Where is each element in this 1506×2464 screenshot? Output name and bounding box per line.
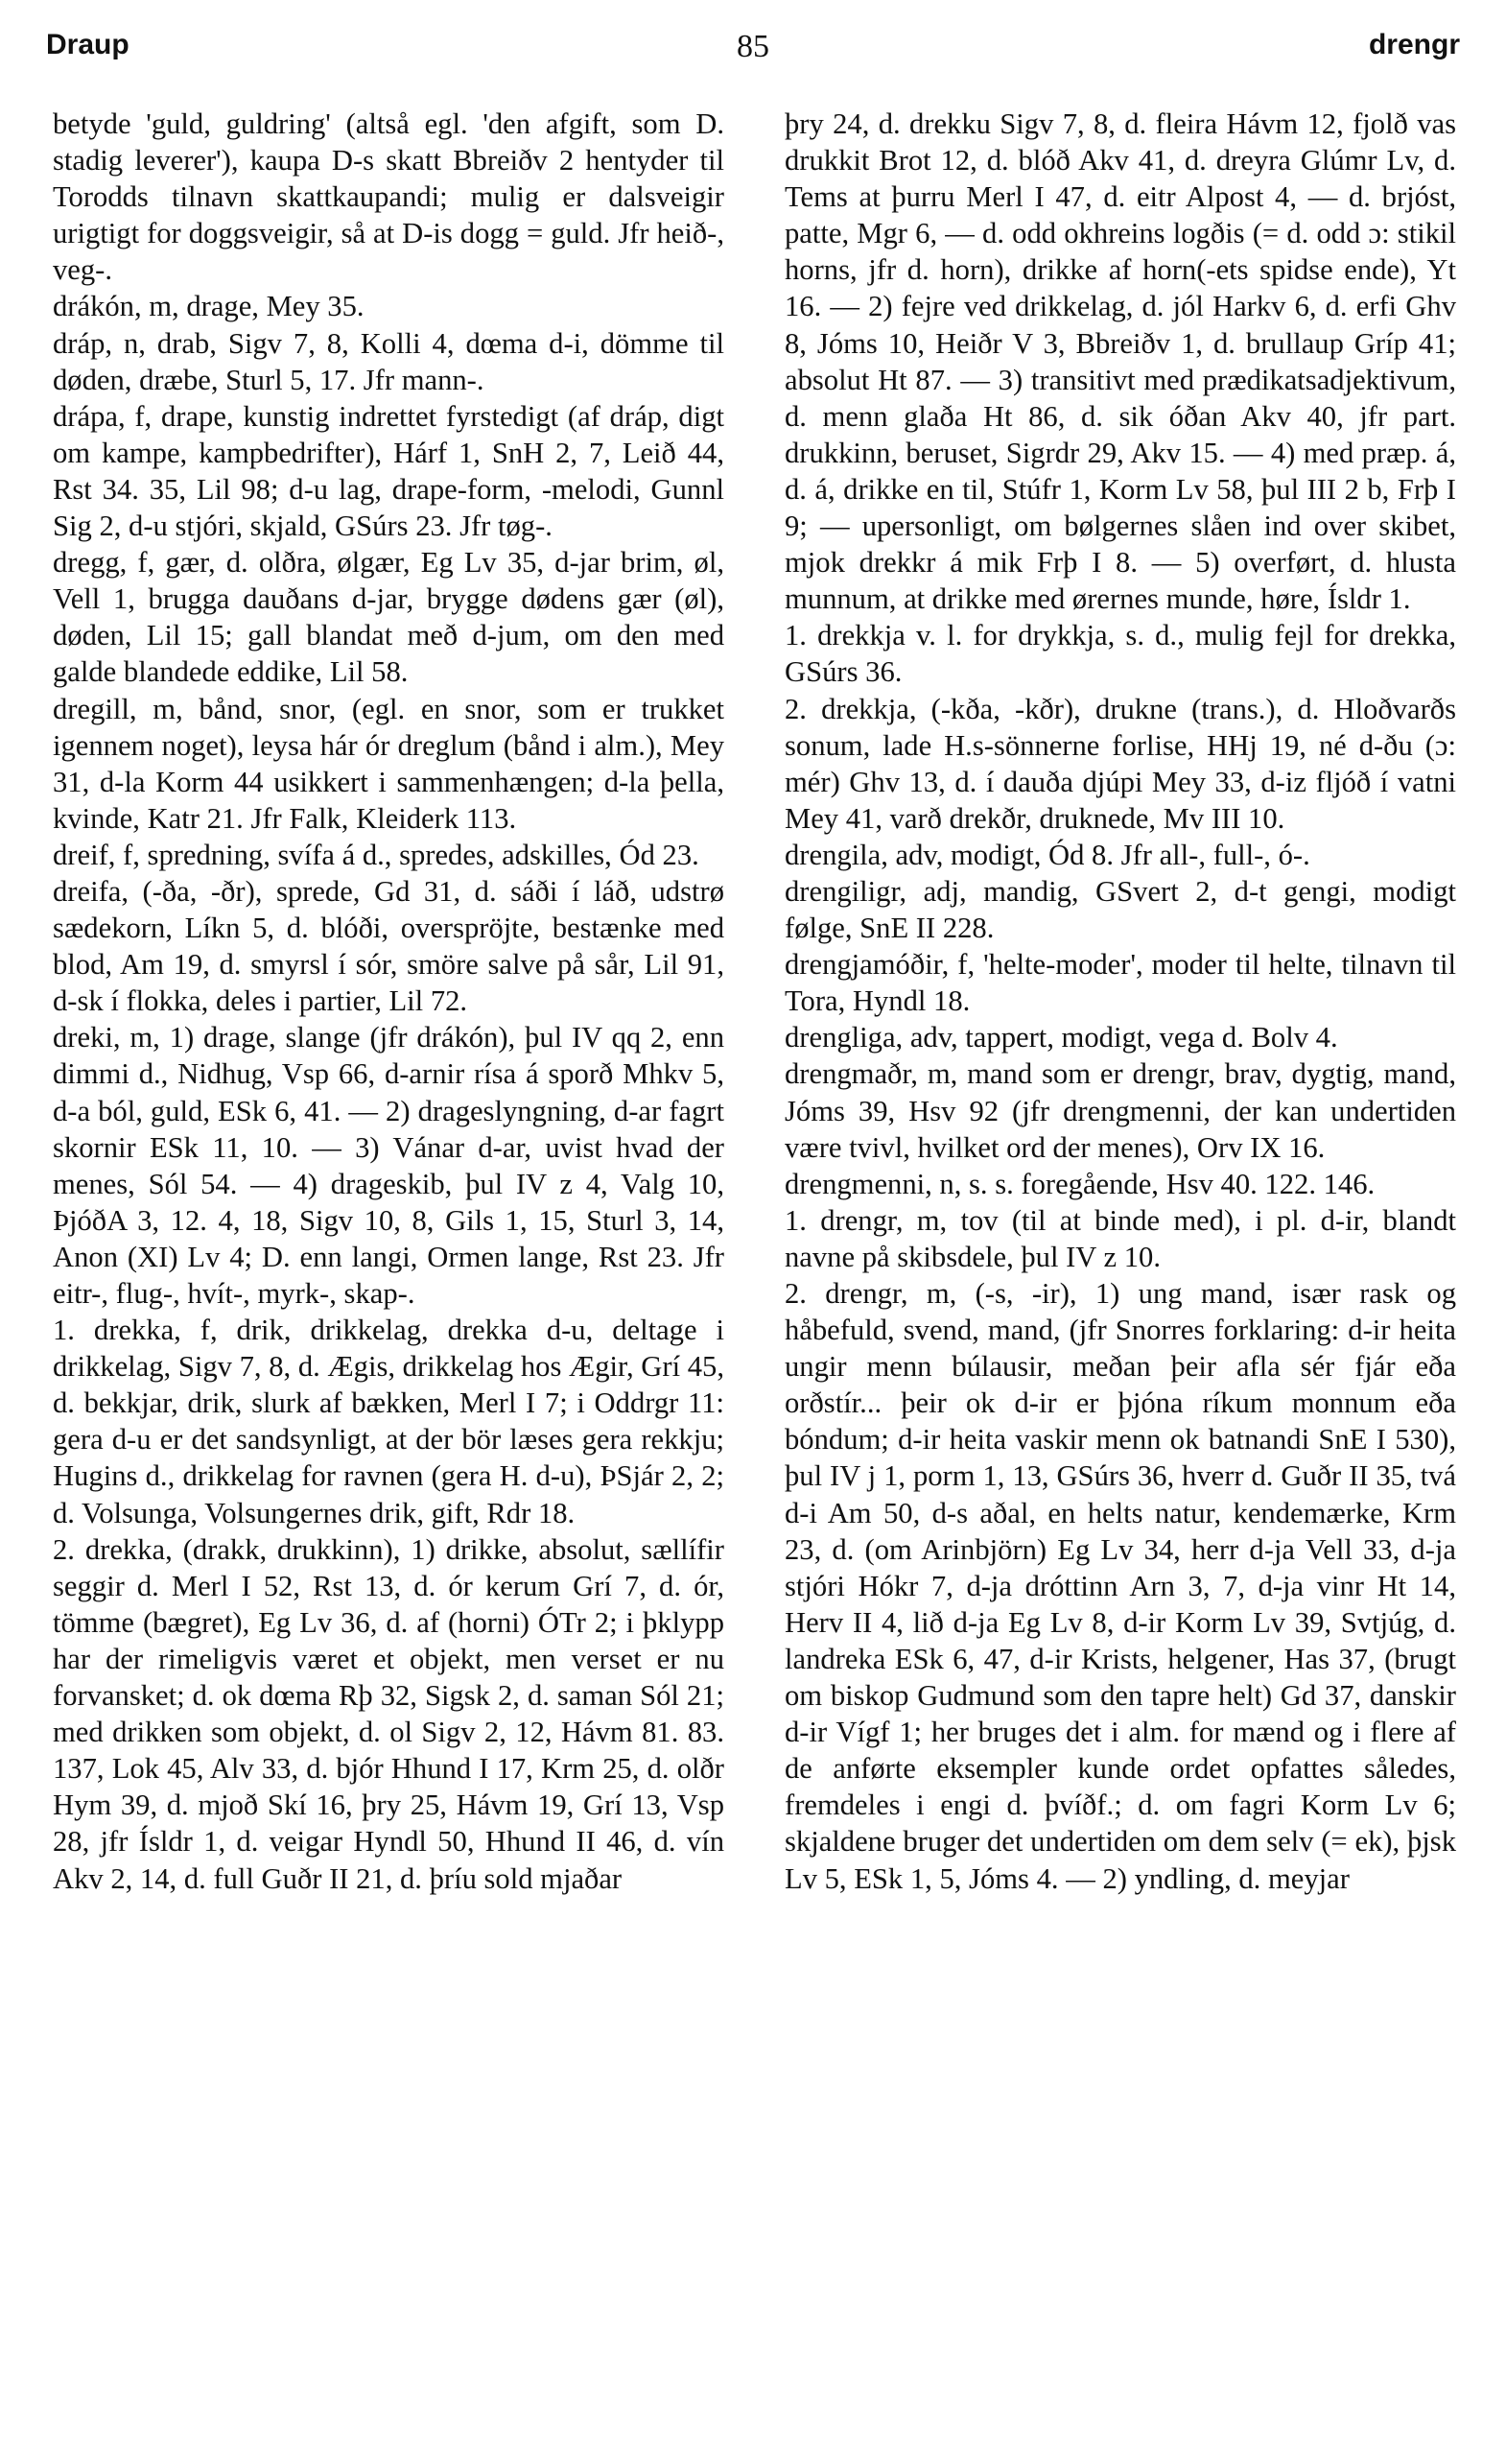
left-column bbox=[53, 106, 724, 1897]
dictionary-entry: dreifa, (-ða, -ðr), sprede, Gd 31, d. sáði í láð, udstrø sædekorn, Líkn 5, d. blóði, overspröjte, bestænke med blod, Am 19, d. smyrsl í sór, smöre salve på sår, Lil 91, d-sk í flokka, deles i partier, Lil 72. bbox=[53, 874, 724, 1018]
header-right-guideword: drengr bbox=[1368, 29, 1460, 60]
dictionary-entry: dreki, m, 1) drage, slange (jfr drákón), þul IV qq 2, enn dimmi d., Nidhug, Vsp 66, d-arnir rísa á sporð Mhkv 5, d-a ból, guld, ESk 6, 41. — 2) drageslyngning, d-ar fagrt skornir ESk 11, 10. — 3) Vánar d-ar, uvist hvad der menes, Sól 54. — 4) drageskib, þul IV z 4, Valg 10, ÞjóðA 3, 12. 4, 18, Sigv 10, 8, Gils 1, 15, Sturl 3, 14, Anon (XI) Lv 4; D. enn langi, Ormen lange, Rst 23. Jfr eitr-, flug-, hvít-, myrk-, skap-. bbox=[53, 1021, 724, 1310]
dictionary-entry: drengila, adv, modigt, Ód 8. Jfr all-, full-, ó-. bbox=[785, 838, 1310, 871]
page-number: 85 bbox=[737, 29, 769, 64]
dictionary-entry: dráp, n, drab, Sigv 7, 8, Kolli 4, dœma d-i, dömme til døden, dræbe, Sturl 5, 17. Jfr mann-. bbox=[53, 326, 724, 396]
dictionary-entry: 1. drengr, m, tov (til at binde med), i pl. d-ir, blandt navne på skibsdele, þul IV z 10. bbox=[785, 1203, 1456, 1273]
dictionary-entry: dregill, m, bånd, snor, (egl. en snor, som er trukket igennem noget), leysa hár ór dreglum (bånd i alm.), Mey 31, d-la Korm 44 usikkert i sammenhængen; d-la þella, kvinde, Katr 21. Jfr Falk, Kleiderk 113. bbox=[53, 692, 724, 835]
dictionary-entry: dreif, f, spredning, svífa á d., spredes, adskilles, Ód 23. bbox=[53, 838, 699, 871]
dictionary-entry: betyde 'guld, guldring' (altså egl. 'den afgift, som D. stadig leverer'), kaupa D-s skatt Bbreiðv 2 hentyder til Torodds tilnavn skattkaupandi; mulig er dalsveigir urigtigt for doggsveigir, så at D-is dogg = guld. Jfr heið-, veg-. bbox=[53, 107, 724, 287]
dictionary-entry: drápa, f, drape, kunstig indrettet fyrstedigt (af dráp, digt om kampe, kampbedrifter), Hárf 1, SnH 2, 7, Leið 44, Rst 34. 35, Lil 98; d-u lag, drape-form, -melodi, Gunnl Sig 2, d-u stjóri, skjald, GSúrs 23. Jfr tøg-. bbox=[53, 399, 724, 543]
header-left-guideword: Draup bbox=[46, 29, 129, 60]
right-column bbox=[785, 106, 1456, 1897]
dictionary-entry: 2. drengr, m, (-s, -ir), 1) ung mand, især rask og håbefuld, svend, mand, (jfr Snorres forklaring: d-ir heita ungir menn búlausir, meðan þeir afla sér fjár eða orðstír... þeir ok d-ir er þjóna ríkum monnum eða bóndum; d-ir heita vaskir menn ok batnandi SnE I 530), þul IV j 1, porm 1, 13, GSúrs 36, hverr d. Guðr II 35, tvá d-i Am 50, d-s aðal, en helts natur, kendemærke, Krm 23, d. (om Arinbjörn) Eg Lv 34, herr d-ja Vell 33, d-ja stjóri Hókr 7, d-ja dróttinn Arn 3, 7, d-ja vinr Ht 14, Herv II 4, lið d-ja Eg Lv 8, d-ir Korm Lv 39, Svtjúg, d. landreka ESk 6, 47, d-ir Krists, helgener, Has 37, (brugt om biskop Gudmund som den tapre helt) Gd 37, danskir d-ir Vígf 1; her bruges det i alm. for mænd og i flere af de anførte eksempler kunde ordet opfattes således, fremdeles i engi d. þvíðf.; d. om fagri Korm Lv 6; skjaldene bruger det undertiden om dem selv (= ek), þjsk Lv 5, ESk 1, 5, Jóms 4. — 2) yndling, d. meyjar bbox=[785, 1277, 1456, 1895]
dictionary-entry: 2. drekka, (drakk, drukkinn), 1) drikke, absolut, sællífir seggir d. Merl I 52, Rst 13, d. ór kerum Grí 7, d. ór, tömme (bægret), Eg Lv 36, d. af (horni) ÓTr 2; i þklypp har der rimeligvis været et objekt, men verset er nu forvansket; d. ok dœma Rþ 32, Sigsk 2, d. saman Sól 21; med drikken som objekt, d. ol Sigv 2, 12, Hávm 81. 83. 137, Lok 45, Alv 33, d. bjór Hhund I 17, Krm 25, d. olðr Hym 39, d. mjoð Skí 16, þry 25, Hávm 19, Grí 13, Vsp 28, jfr Ísldr 1, d. veigar Hyndl 50, Hhund II 46, d. vín Akv 2, 14, d. full Guðr II 21, d. þríu sold mjaðar bbox=[53, 1532, 724, 1895]
dictionary-entry: drengiligr, adj, mandig, GSvert 2, d-t gengi, modigt følge, SnE II 228. bbox=[785, 874, 1456, 945]
page-header bbox=[46, 29, 1460, 77]
dictionary-entry: drengmenni, n, s. s. foregående, Hsv 40. 122. 146. bbox=[785, 1167, 1376, 1200]
dictionary-entry: þry 24, d. drekku Sigv 7, 8, d. fleira Hávm 12, fjolð vas drukkit Brot 12, d. blóð Akv 41, d. dreyra Glúmr Lv, d. Tems at þurru Merl I 47, d. eitr Alpost 4, — d. brjóst, patte, Mgr 6, — d. odd okhreins logðis (= d. odd ɔ: stikil horns, jfr d. horn), drikke af horn(-ets spidse ende), Yt 16. — 2) fejre ved drikkelag, d. jól Harkv 6, d. erfi Ghv 8, Jóms 10, Heiðr V 3, Bbreiðv 1, d. brullaup Gríp 41; absolut Ht 87. — 3) transitivt med prædikatsadjektivum, d. menn glaða Ht 86, d. sik óðan Akv 40, jfr part. drukkinn, beruset, Sigrdr 29, Akv 15. — 4) med præp. á, d. á, drikke en til, Stúfr 1, Korm Lv 58, þul III 2 b, Frþ I 9; — upersonligt, om bølgernes slåen ind over skibet, mjok drekkr á mik Frþ I 8. — 5) overført, d. hlusta munnum, at drikke med ørernes munde, høre, Ísldr 1. bbox=[785, 107, 1456, 616]
dictionary-entry: 1. drekkja v. l. for drykkja, s. d., mulig fejl for drekka, GSúrs 36. bbox=[785, 619, 1456, 689]
dictionary-entry: drengjamóðir, f, 'helte-moder', moder til helte, tilnavn til Tora, Hyndl 18. bbox=[785, 948, 1456, 1018]
dictionary-entry: drákón, m, drage, Mey 35. bbox=[53, 290, 365, 323]
dictionary-entry: dregg, f, gær, d. olðra, ølgær, Eg Lv 35, d-jar brim, øl, Vell 1, brugga dauðans d-jar, brygge dødens gær (øl), døden, Lil 15; gall blandat með d-jum, om den med galde blandede eddike, Lil 58. bbox=[53, 546, 724, 689]
dictionary-entry: drengmaðr, m, mand som er drengr, brav, dygtig, mand, Jóms 39, Hsv 92 (jfr drengmenni, der kan undertiden være tvivl, hvilket ord der menes), Orv IX 16. bbox=[785, 1057, 1456, 1164]
dictionary-entry: 2. drekkja, (-kða, -kðr), drukne (trans.), d. Hloðvarðs sonum, lade H.s-sönnerne forlise, HHj 19, né d-ðu (ɔ: mér) Ghv 13, d. í dauða djúpi Mey 33, d-iz fljóð í vatni Mey 41, varð drekðr, druknede, Mv III 10. bbox=[785, 692, 1456, 835]
dictionary-entry: 1. drekka, f, drik, drikkelag, drekka d-u, deltage i drikkelag, Sigv 7, 8, d. Ægis, drikkelag hos Ægir, Grí 45, d. bekkjar, drik, slurk af bækken, Merl I 7; i Oddrgr 11: gera d-u er det sandsynligt, at der bör læses gera rekkju; Hugins d., drikkelag for ravnen (gera H. d-u), ÞSjár 2, 2; d. Volsunga, Volsungernes drik, gift, Rdr 18. bbox=[53, 1314, 724, 1529]
dictionary-entry: drengliga, adv, tappert, modigt, vega d. Bolv 4. bbox=[785, 1021, 1338, 1054]
